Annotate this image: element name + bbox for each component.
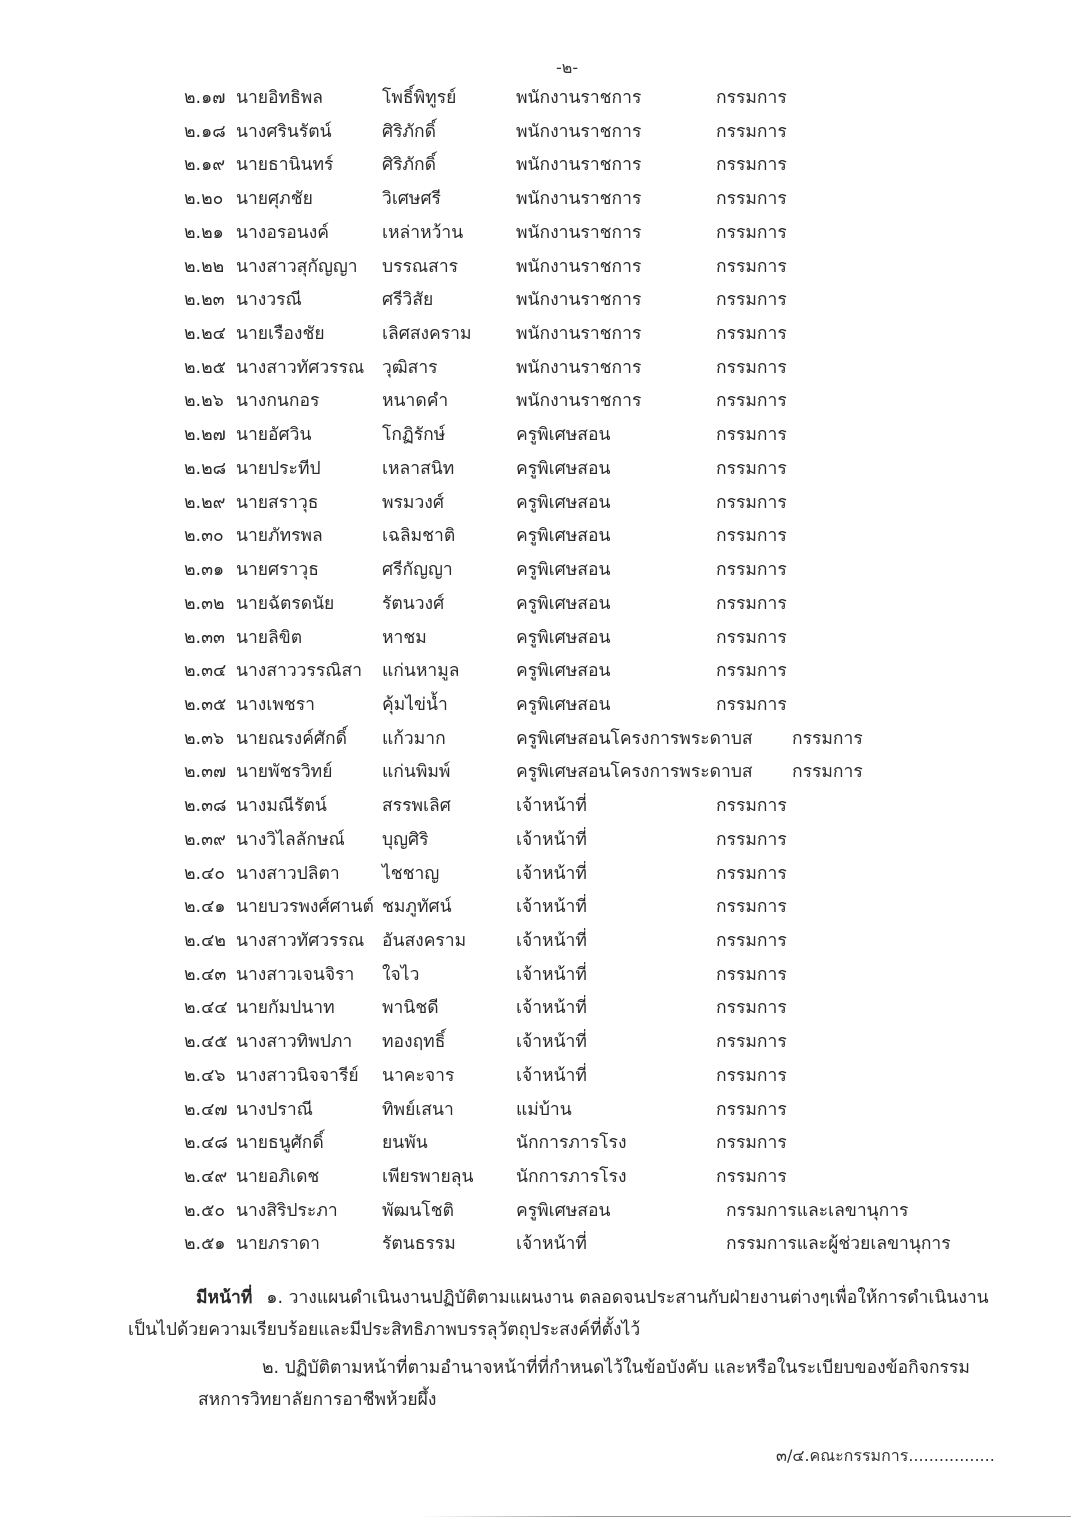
member-row: [0, 992, 1071, 1026]
member-number: ๒.๔๒: [184, 930, 226, 951]
member-row: [0, 385, 1071, 419]
member-number: ๒.๒๕: [184, 357, 226, 378]
member-row: [0, 790, 1071, 824]
member-position: ครูพิเศษสอน: [516, 425, 611, 446]
member-name: นายประทีป: [236, 458, 321, 479]
member-surname: วิเศษศรี: [382, 189, 441, 210]
member-surname: อันสงคราม: [382, 930, 467, 951]
member-number: ๒.๓๐: [184, 526, 224, 547]
member-name: นางวรณี: [236, 290, 302, 311]
member-position: พนักงานราชการ: [516, 155, 642, 176]
member-number: ๒.๒๙: [184, 492, 226, 513]
member-surname: เฉลิมชาติ: [382, 526, 456, 547]
member-position: เจ้าหน้าที่: [516, 897, 587, 918]
member-role: กรรมการ: [716, 492, 787, 513]
member-role: กรรมการ: [716, 425, 787, 446]
member-row: [0, 251, 1071, 285]
member-role: กรรมการ: [716, 1032, 787, 1053]
member-role: กรรมการ: [716, 661, 787, 682]
member-number: ๒.๓๘: [184, 796, 227, 817]
member-name: นายสราวุธ: [236, 492, 319, 513]
member-number: ๒.๒๓: [184, 290, 225, 311]
member-number: ๒.๑๗: [184, 88, 226, 108]
member-surname: แก่นหามูล: [382, 661, 460, 682]
member-role: กรรมการ: [716, 863, 787, 884]
member-role: กรรมการ: [716, 560, 787, 581]
member-surname: คุ้มไข่น้ำ: [382, 694, 448, 715]
member-name: นางปราณี: [236, 1099, 313, 1120]
member-number: ๒.๓๕: [184, 694, 227, 715]
member-name: นางสาวนิจจารีย์: [236, 1065, 359, 1086]
member-position: พนักงานราชการ: [516, 256, 642, 277]
member-surname: โพธิ์พิทูรย์: [382, 88, 457, 108]
member-role: กรรมการ: [716, 155, 787, 176]
member-number: ๒.๔๓: [184, 964, 227, 985]
member-role: กรรมการ: [716, 998, 787, 1019]
member-name: นางสาวเจนจิรา: [236, 964, 355, 985]
member-row: [0, 318, 1071, 352]
member-surname: ยนพัน: [382, 1133, 428, 1154]
member-row: [0, 520, 1071, 554]
member-name: นายภัทรพล: [236, 526, 323, 547]
member-row: [0, 183, 1071, 217]
member-role: กรรมการและเลขานุการ: [726, 1200, 909, 1221]
member-name: นายลิขิต: [236, 627, 303, 648]
member-row: [0, 756, 1071, 790]
member-number: ๒.๓๙: [184, 829, 226, 850]
member-surname: บรรณสาร: [382, 256, 459, 277]
member-name: นายบวรพงศ์ศานต์: [236, 897, 374, 918]
member-role: กรรมการ: [716, 1167, 787, 1187]
member-role: กรรมการและผู้ช่วยเลขานุการ: [726, 1234, 951, 1255]
member-position: ครูพิเศษสอน: [516, 526, 611, 547]
member-position: เจ้าหน้าที่: [516, 1065, 587, 1086]
member-role: กรรมการ: [716, 694, 787, 715]
member-surname: วุฒิสาร: [382, 357, 438, 378]
member-name: นางสาวปลิตา: [236, 863, 340, 884]
member-role: กรรมการ: [716, 290, 787, 311]
duties-item-2-continuation: สหการวิทยาลัยการอาชีพห้วยผึ้ง: [198, 1390, 437, 1410]
member-row: [0, 655, 1071, 689]
member-number: ๒.๒๑: [184, 222, 224, 243]
member-position: ครูพิเศษสอน: [516, 661, 611, 682]
member-number: ๒.๓๗: [184, 762, 227, 783]
member-position: แม่บ้าน: [516, 1099, 572, 1120]
member-number: ๒.๑๘: [184, 121, 226, 142]
member-surname: พรมวงศ์: [382, 492, 444, 513]
member-row: [0, 723, 1071, 757]
member-position: พนักงานราชการ: [516, 189, 642, 210]
member-number: ๒.๒๒: [184, 256, 225, 277]
member-name: นายศุภชัย: [236, 189, 313, 210]
member-role: กรรมการ: [716, 1099, 787, 1120]
member-name: นายณรงค์ศักดิ์: [236, 728, 347, 749]
member-position: ครูพิเศษสอน: [516, 560, 611, 581]
member-name: นายอัศวิน: [236, 425, 312, 446]
member-row: [0, 554, 1071, 588]
member-name: นายธานินทร์: [236, 155, 334, 176]
member-name: นายฉัตรดนัย: [236, 593, 335, 614]
member-position: พนักงานราชการ: [516, 88, 642, 108]
member-number: ๒.๒๔: [184, 324, 226, 345]
member-surname: พัฒนโชติ: [382, 1200, 454, 1221]
member-name: นางอรอนงค์: [236, 222, 329, 243]
member-name: นายกัมปนาท: [236, 998, 335, 1019]
member-position: ครูพิเศษสอน: [516, 694, 611, 715]
member-surname: นาคะจาร: [382, 1065, 455, 1086]
member-row: [0, 284, 1071, 318]
member-position: พนักงานราชการ: [516, 324, 642, 345]
member-name: นายธนูศักดิ์: [236, 1133, 324, 1154]
member-surname: พานิชดี: [382, 998, 439, 1019]
member-row: [0, 453, 1071, 487]
member-surname: รัตนวงศ์: [382, 593, 445, 614]
member-row: [0, 891, 1071, 925]
member-row: [0, 1195, 1071, 1229]
member-role: กรรมการ: [792, 728, 863, 749]
member-position: ครูพิเศษสอน: [516, 593, 611, 614]
member-role: กรรมการ: [716, 930, 787, 951]
member-name: นายอิทธิพล: [236, 88, 324, 108]
member-role: กรรมการ: [716, 391, 787, 412]
member-number: ๒.๒๗: [184, 425, 226, 446]
member-surname: เลิศสงคราม: [382, 324, 472, 345]
member-role: กรรมการ: [716, 964, 787, 985]
member-position: ครูพิเศษสอน: [516, 627, 611, 648]
member-role: กรรมการ: [716, 526, 787, 547]
duties-item-1-text: ๑. วางแผนดำเนินงานปฏิบัติตามแผนงาน ตลอดจนประสานกับฝ่ายงานต่างๆเพื่อให้การดำเนินงาน: [266, 1288, 989, 1308]
member-role: กรรมการ: [716, 1065, 787, 1086]
member-number: ๒.๔๐: [184, 863, 226, 884]
member-position: ครูพิเศษสอนโครงการพระดาบส: [516, 762, 753, 783]
member-surname: ใจไว: [382, 964, 420, 985]
member-position: พนักงานราชการ: [516, 121, 642, 142]
member-name: นายเรืองชัย: [236, 324, 325, 345]
member-number: ๒.๔๙: [184, 1167, 228, 1187]
member-surname: ทองฤทธิ์: [382, 1032, 446, 1053]
duties-item-2: ๒. ปฏิบัติตามหน้าที่ตามอำนาจหน้าที่ที่กำหนดไว้ในข้อบังคับ และหรือในระเบียบของข้อกิจกรรม: [262, 1358, 970, 1378]
member-row: [0, 824, 1071, 858]
member-surname: ศิริภักดิ์: [382, 155, 437, 176]
member-number: ๒.๕๑: [184, 1234, 226, 1255]
member-name: นางสาวทิพปภา: [236, 1032, 353, 1053]
member-number: ๒.๒๖: [184, 391, 224, 412]
member-name: นางเพชรา: [236, 694, 315, 715]
member-position: นักการภารโรง: [516, 1133, 627, 1154]
member-number: ๒.๓๓: [184, 627, 226, 648]
member-row: [0, 116, 1071, 150]
member-number: ๒.๓๔: [184, 661, 227, 682]
member-number: ๒.๔๗: [184, 1099, 228, 1120]
member-name: นางสาวทัศวรรณ: [236, 930, 365, 951]
member-surname: เหลาสนิท: [382, 458, 455, 479]
member-number: ๒.๓๒: [184, 593, 225, 614]
member-number: ๒.๔๘: [184, 1133, 228, 1154]
member-position: ครูพิเศษสอน: [516, 492, 611, 513]
member-name: นางมณีรัตน์: [236, 796, 327, 817]
member-surname: เหล่าหว้าน: [382, 222, 464, 243]
member-number: ๒.๒๘: [184, 458, 227, 479]
member-number: ๒.๔๑: [184, 897, 226, 918]
member-name: นางศรินรัตน์: [236, 121, 332, 142]
member-surname: ศรีวิสัย: [382, 290, 434, 311]
member-role: กรรมการ: [716, 189, 787, 210]
member-position: พนักงานราชการ: [516, 290, 642, 311]
member-role: กรรมการ: [716, 796, 787, 817]
member-surname: แก่นพิมพ์: [382, 762, 451, 783]
member-row: [0, 217, 1071, 251]
member-row: [0, 959, 1071, 993]
member-role: กรรมการ: [716, 324, 787, 345]
member-row: [0, 588, 1071, 622]
member-role: กรรมการ: [716, 1133, 787, 1154]
duties-item-1: [196, 1281, 989, 1315]
member-number: ๒.๓๖: [184, 728, 225, 749]
member-row: [0, 1094, 1071, 1128]
member-number: ๒.๔๕: [184, 1032, 228, 1053]
member-role: กรรมการ: [716, 357, 787, 378]
member-surname: หาชม: [382, 627, 427, 648]
member-role: กรรมการ: [716, 121, 787, 142]
member-surname: ชมภูทัศน์: [382, 897, 452, 918]
continuation-note: ๓/๔.คณะกรรมการ.................: [776, 1446, 995, 1465]
member-row: [0, 689, 1071, 723]
member-position: นักการภารโรง: [516, 1167, 627, 1187]
member-role: กรรมการ: [716, 458, 787, 479]
member-name: นางสิริประภา: [236, 1200, 338, 1221]
member-row: [0, 352, 1071, 386]
member-name: นางสาววรรณิสา: [236, 661, 363, 682]
member-position: พนักงานราชการ: [516, 357, 642, 378]
member-surname: ไชชาญ: [382, 863, 440, 884]
member-number: ๒.๔๖: [184, 1065, 226, 1086]
member-surname: ศิริภักดิ์: [382, 121, 437, 142]
member-name: นางสาวทัศวรรณ: [236, 357, 365, 378]
member-position: พนักงานราชการ: [516, 222, 642, 243]
member-number: ๒.๔๔: [184, 998, 228, 1019]
member-role: กรรมการ: [716, 897, 787, 918]
member-name: นายศราวุธ: [236, 560, 319, 581]
member-position: เจ้าหน้าที่: [516, 1234, 587, 1255]
member-row: [0, 487, 1071, 521]
member-name: นายอภิเดช: [236, 1167, 320, 1187]
member-number: ๒.๑๙: [184, 155, 226, 176]
member-row: [0, 1060, 1071, 1094]
member-position: ครูพิเศษสอน: [516, 1200, 611, 1221]
member-role: กรรมการ: [792, 762, 863, 783]
member-row: [0, 858, 1071, 892]
member-surname: ทิพย์เสนา: [382, 1099, 454, 1120]
member-number: ๒.๒๐: [184, 189, 224, 210]
member-position: เจ้าหน้าที่: [516, 863, 587, 884]
committee-roster: [0, 82, 1071, 1262]
member-role: กรรมการ: [716, 829, 787, 850]
member-role: กรรมการ: [716, 627, 787, 648]
page-bottom-rule: [420, 1516, 1071, 1517]
member-row: [0, 1228, 1071, 1262]
member-surname: รัตนธรรม: [382, 1234, 456, 1255]
member-row: [0, 1127, 1071, 1161]
member-row: [0, 1026, 1071, 1060]
member-name: นางสาวสุกัญญา: [236, 256, 358, 277]
member-name: นายภราดา: [236, 1234, 320, 1255]
member-position: ครูพิเศษสอน: [516, 458, 611, 479]
member-name: นายพัชรวิทย์: [236, 762, 333, 783]
member-surname: โกฏิรักษ์: [382, 425, 446, 446]
member-position: เจ้าหน้าที่: [516, 1032, 587, 1053]
member-position: เจ้าหน้าที่: [516, 998, 587, 1019]
member-row: [0, 82, 1071, 116]
member-row: [0, 149, 1071, 183]
member-position: เจ้าหน้าที่: [516, 964, 587, 985]
member-position: พนักงานราชการ: [516, 391, 642, 412]
member-name: นางวิไลลักษณ์: [236, 829, 345, 850]
member-role: กรรมการ: [716, 222, 787, 243]
member-surname: แก้วมาก: [382, 728, 446, 749]
member-position: ครูพิเศษสอนโครงการพระดาบส: [516, 728, 753, 749]
member-role: กรรมการ: [716, 88, 787, 108]
page-number: -๒-: [556, 58, 579, 77]
duties-item-1-continuation: เป็นไปด้วยความเรียบร้อยและมีประสิทธิภาพบรรลุวัตถุประสงค์ที่ตั้งไว้: [128, 1320, 641, 1340]
member-role: กรรมการ: [716, 256, 787, 277]
member-name: นางกนกอร: [236, 391, 320, 412]
duties-heading: มีหน้าที่: [196, 1288, 253, 1308]
member-row: [0, 622, 1071, 656]
member-number: ๒.๓๑: [184, 560, 225, 581]
member-row: [0, 419, 1071, 453]
member-row: [0, 1161, 1071, 1195]
member-number: ๒.๕๐: [184, 1200, 226, 1221]
member-role: กรรมการ: [716, 593, 787, 614]
member-row: [0, 925, 1071, 959]
member-surname: บุญศิริ: [382, 829, 429, 850]
member-surname: ศรีกัญญา: [382, 560, 453, 581]
member-position: เจ้าหน้าที่: [516, 796, 587, 817]
member-surname: หนาดคำ: [382, 391, 449, 412]
member-position: เจ้าหน้าที่: [516, 930, 587, 951]
member-surname: สรรพเลิศ: [382, 796, 451, 817]
member-surname: เพียรพายลุน: [382, 1167, 474, 1187]
member-position: เจ้าหน้าที่: [516, 829, 587, 850]
